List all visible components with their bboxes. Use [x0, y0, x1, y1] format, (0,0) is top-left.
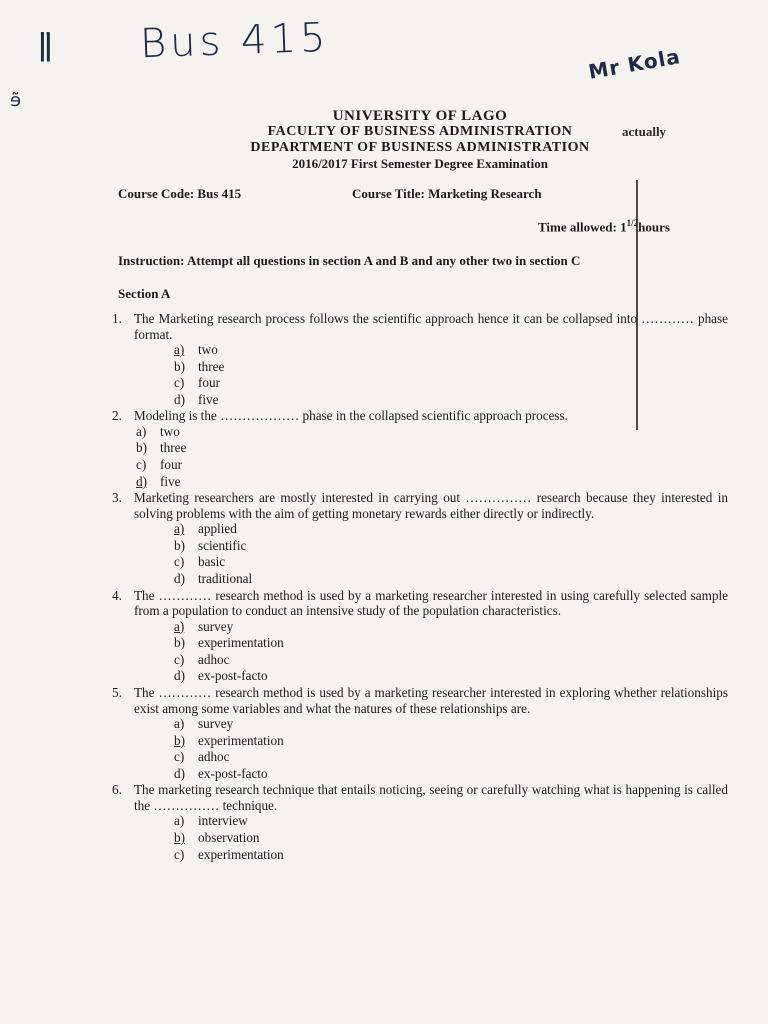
- exam-header: [200, 108, 640, 172]
- exam-title: 2016/2017 First Semester Degree Examination: [292, 156, 548, 171]
- question-5: 5. The ………… research method is used by a marketing researcher interested in exploring whether relationships exist among some variables and what the natures of these relationships are. a) survey b) experimentation c) adhoc d) ex-post-facto: [112, 685, 728, 781]
- university-name: UNIVERSITY OF LAGO: [332, 108, 508, 124]
- option: a) survey: [174, 716, 234, 731]
- option: d) ex-post-facto: [174, 668, 268, 684]
- question-text: Marketing researchers are mostly interested in carrying out …………… research because they interested in solving problems with the aim of getting monetary rewards either directly or indirectly.: [134, 490, 728, 521]
- option: c) basic: [174, 554, 226, 570]
- option: c) experimentation: [174, 846, 284, 862]
- question-3: 3. Marketing researchers are mostly interested in carrying out …………… research because they interested in solving problems with the aim of getting monetary rewards either directly or indirectly. a) applied b) scientific c) basic d) traditional: [112, 490, 728, 587]
- option: d) traditional: [174, 571, 253, 587]
- instruction: Instruction: Attempt all questions in section A and B and any other two in section C: [118, 253, 581, 268]
- option: a) interview: [174, 813, 248, 829]
- question-4: 4. The ………… research method is used by a marketing researcher interested in using carefully selected sample from a population to conduct an intensive study of the population characteristics. a) survey b) experimentation c) adhoc d) ex-post-facto: [112, 587, 728, 684]
- option: c) four: [174, 375, 220, 391]
- option: a) two: [136, 423, 180, 439]
- question-list: [112, 311, 728, 863]
- question-1: 1. The Marketing research process follows the scientific approach hence it can be collapsed into ………… phase format. a) two b) three c) four d) five: [112, 311, 728, 407]
- time-allowed: Time allowed: $1^{1/2}hours$: [538, 218, 670, 235]
- handwritten-lecturer-name: Mr Kola: [586, 44, 683, 84]
- option: a) survey: [174, 618, 234, 634]
- question-text: The ………… research method is used by a marketing researcher interested in using carefully selected sample from a population to conduct an intensive study of the population characteristics.: [134, 587, 728, 619]
- section-heading: Section A: [118, 286, 171, 301]
- course-code: Course Code: Bus 415: [118, 186, 242, 201]
- department-name: DEPARTMENT OF BUSINESS ADMINISTRATION: [250, 140, 590, 155]
- handwritten-mark: ǁ̈: [38, 28, 53, 63]
- question-text: The Marketing research process follows the scientific approach hence it can be collapsed into ………… phase format.: [134, 311, 728, 342]
- faculty-name: FACULTY OF BUSINESS ADMINISTRATION: [267, 124, 573, 139]
- option: d) five: [136, 473, 181, 489]
- option: a) two: [174, 342, 218, 357]
- option: d) ex-post-facto: [174, 765, 268, 781]
- option: b) three: [174, 358, 225, 374]
- option: d) five: [174, 391, 219, 407]
- handwritten-note: actually: [622, 124, 667, 139]
- option: c) adhoc: [174, 749, 230, 765]
- option: b) experimentation: [174, 635, 284, 651]
- option: a) applied: [174, 521, 237, 537]
- question-text: Modeling is the ……………… phase in the collapsed scientific approach process.: [134, 408, 568, 424]
- handwritten-scribble: ɘ̃: [10, 90, 22, 111]
- option: c) adhoc: [174, 651, 230, 667]
- option: b) observation: [174, 829, 260, 845]
- option: b) scientific: [174, 537, 247, 553]
- question-text: The marketing research technique that entails noticing, seeing or carefully watching what is happening is called the …………… technique.: [134, 782, 728, 813]
- question-6: 6. The marketing research technique that entails noticing, seeing or carefully watching what is happening is called the …………… technique. a) interview b) observation c) experimentation: [112, 782, 728, 862]
- question-2: 2. Modeling is the ……………… phase in the collapsed scientific approach process. a) two b) three c) four d) five: [112, 408, 728, 490]
- course-title: Course Title: Marketing Research: [352, 186, 542, 201]
- option: b) three: [136, 440, 187, 456]
- question-text: The ………… research method is used by a marketing researcher interested in exploring whether relationships exist among some variables and what the natures of these relationships are.: [134, 685, 728, 716]
- option: c) four: [136, 457, 182, 473]
- option: b) experimentation: [174, 732, 284, 748]
- handwritten-course-code: Bus 415: [139, 14, 331, 68]
